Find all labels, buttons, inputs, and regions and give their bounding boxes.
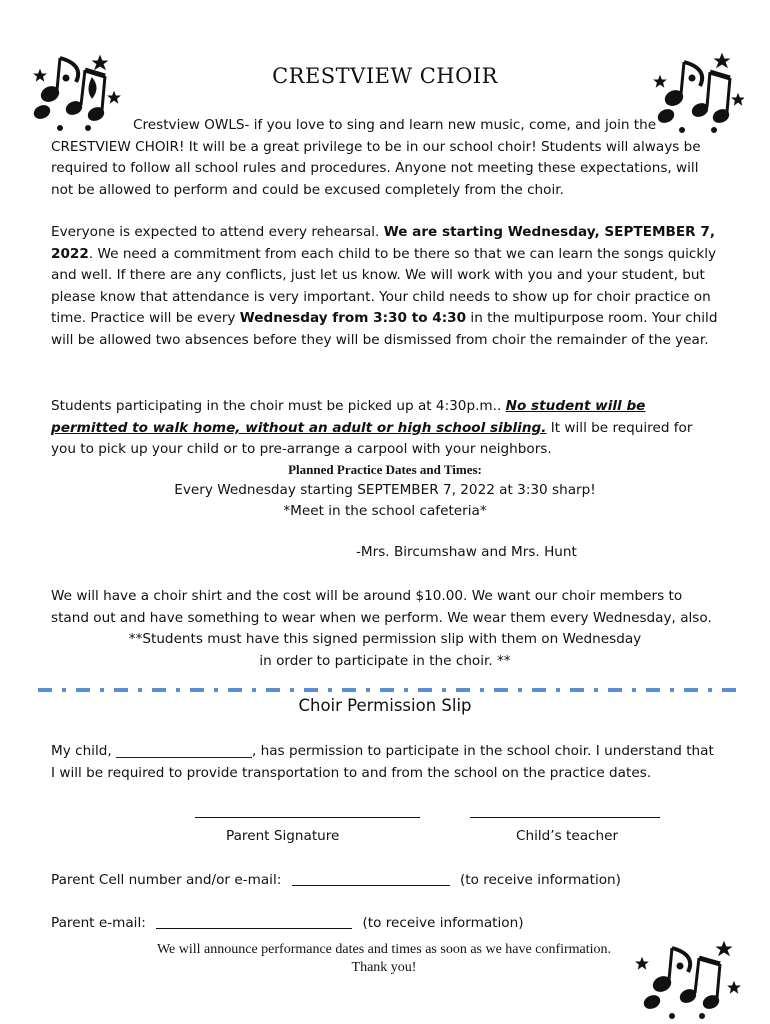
pickup-paragraph [51, 396, 721, 461]
rehearsal-text-a: Everyone is expected to attend every rehearsal. [51, 224, 384, 240]
cell-note: (to receive information) [459, 872, 621, 888]
rehearsal-text-b: . We need a commitment from each child to be there so that we can learn the songs quickly and well. If there are any conflicts, just let us know. We will work with you and your student, but please know that attendance is very important. Your child needs to show up for choir practice on time. Practice will be every [51, 245, 717, 327]
teacher-signature: -Mrs. Bircumshaw and Mrs. Hunt [356, 544, 577, 560]
pickup-text-a: Students participating in the choir must be picked up at 4:30p.m.. [51, 398, 506, 414]
start-date-emphasis: We are starting Wednesday, SEPTEMBER 7, 2022 [51, 224, 715, 262]
shirt-paragraph [51, 586, 721, 629]
email-row [51, 914, 524, 931]
consent-paragraph [51, 741, 721, 784]
permission-notice-1: **Students must have this signed permission slip with them on Wednesday [128, 631, 642, 647]
planned-dates-heading: Planned Practice Dates and Times: [288, 462, 482, 477]
footer-thanks: Thank you! [351, 960, 417, 975]
intro-text: Crestview OWLS- if you love to sing and learn new music, come, and join the CRESTVIEW CHOIR! It will be a great privilege to be in our school choir! Students will always be required to follow all school rules and procedures. Anyone not meeting these expectations, will not be allowed to perform and could be excused completely from the choir. [51, 117, 701, 198]
cell-label: Parent Cell number and/or e-mail: [51, 872, 282, 888]
teacher-name-line[interactable] [470, 817, 660, 818]
cell-row [51, 871, 621, 888]
page-title: CRESTVIEW CHOIR [272, 64, 498, 88]
cut-line-divider [38, 687, 738, 693]
permission-notice-2: in order to participate in the choir. ** [259, 653, 511, 669]
shirt-line-2: stand out and have something to wear when we perform. We wear them every Wednesday, also. [51, 609, 712, 626]
child-name-field[interactable]: ____________________ [116, 743, 252, 759]
pickup-warning: No student will be permitted to walk home, without an adult or high school sibling. [51, 398, 646, 436]
practice-time-emphasis: Wednesday from 3:30 to 4:30 [239, 310, 467, 327]
consent-text-a: My child, [51, 743, 117, 759]
meeting-location: *Meet in the school cafeteria* [283, 503, 487, 519]
email-note: (to receive information) [362, 915, 524, 931]
email-input-line[interactable] [156, 914, 352, 929]
shirt-line-1: We will have a choir shirt and the cost will be around $10.00. We want our choir members to [51, 588, 683, 604]
rehearsal-text-c: in the multipurpose room. Your child will be allowed two absences before they will be dismissed from choir the remainder of the year. [51, 310, 718, 348]
email-label: Parent e-mail: [51, 915, 146, 931]
slip-title: Choir Permission Slip [298, 696, 472, 715]
pickup-text-b: It will be required for you to pick up your child or to pre-arrange a carpool with your neighbors. [51, 419, 693, 458]
rehearsal-paragraph [51, 222, 721, 352]
parent-signature-line[interactable] [195, 817, 420, 818]
schedule-line: Every Wednesday starting SEPTEMBER 7, 2022 at 3:30 sharp! [174, 482, 596, 498]
parent-signature-label: Parent Signature [226, 828, 340, 844]
cell-input-line[interactable] [292, 871, 450, 886]
footer-announcement: We will announce performance dates and times as soon as we have confirmation. [156, 942, 612, 957]
intro-paragraph [51, 115, 721, 201]
teacher-label: Child’s teacher [516, 828, 619, 844]
consent-text-b: , has permission to participate in the school choir. I understand that I will be required to provide transportation to and from the school on the practice dates. [51, 743, 714, 781]
